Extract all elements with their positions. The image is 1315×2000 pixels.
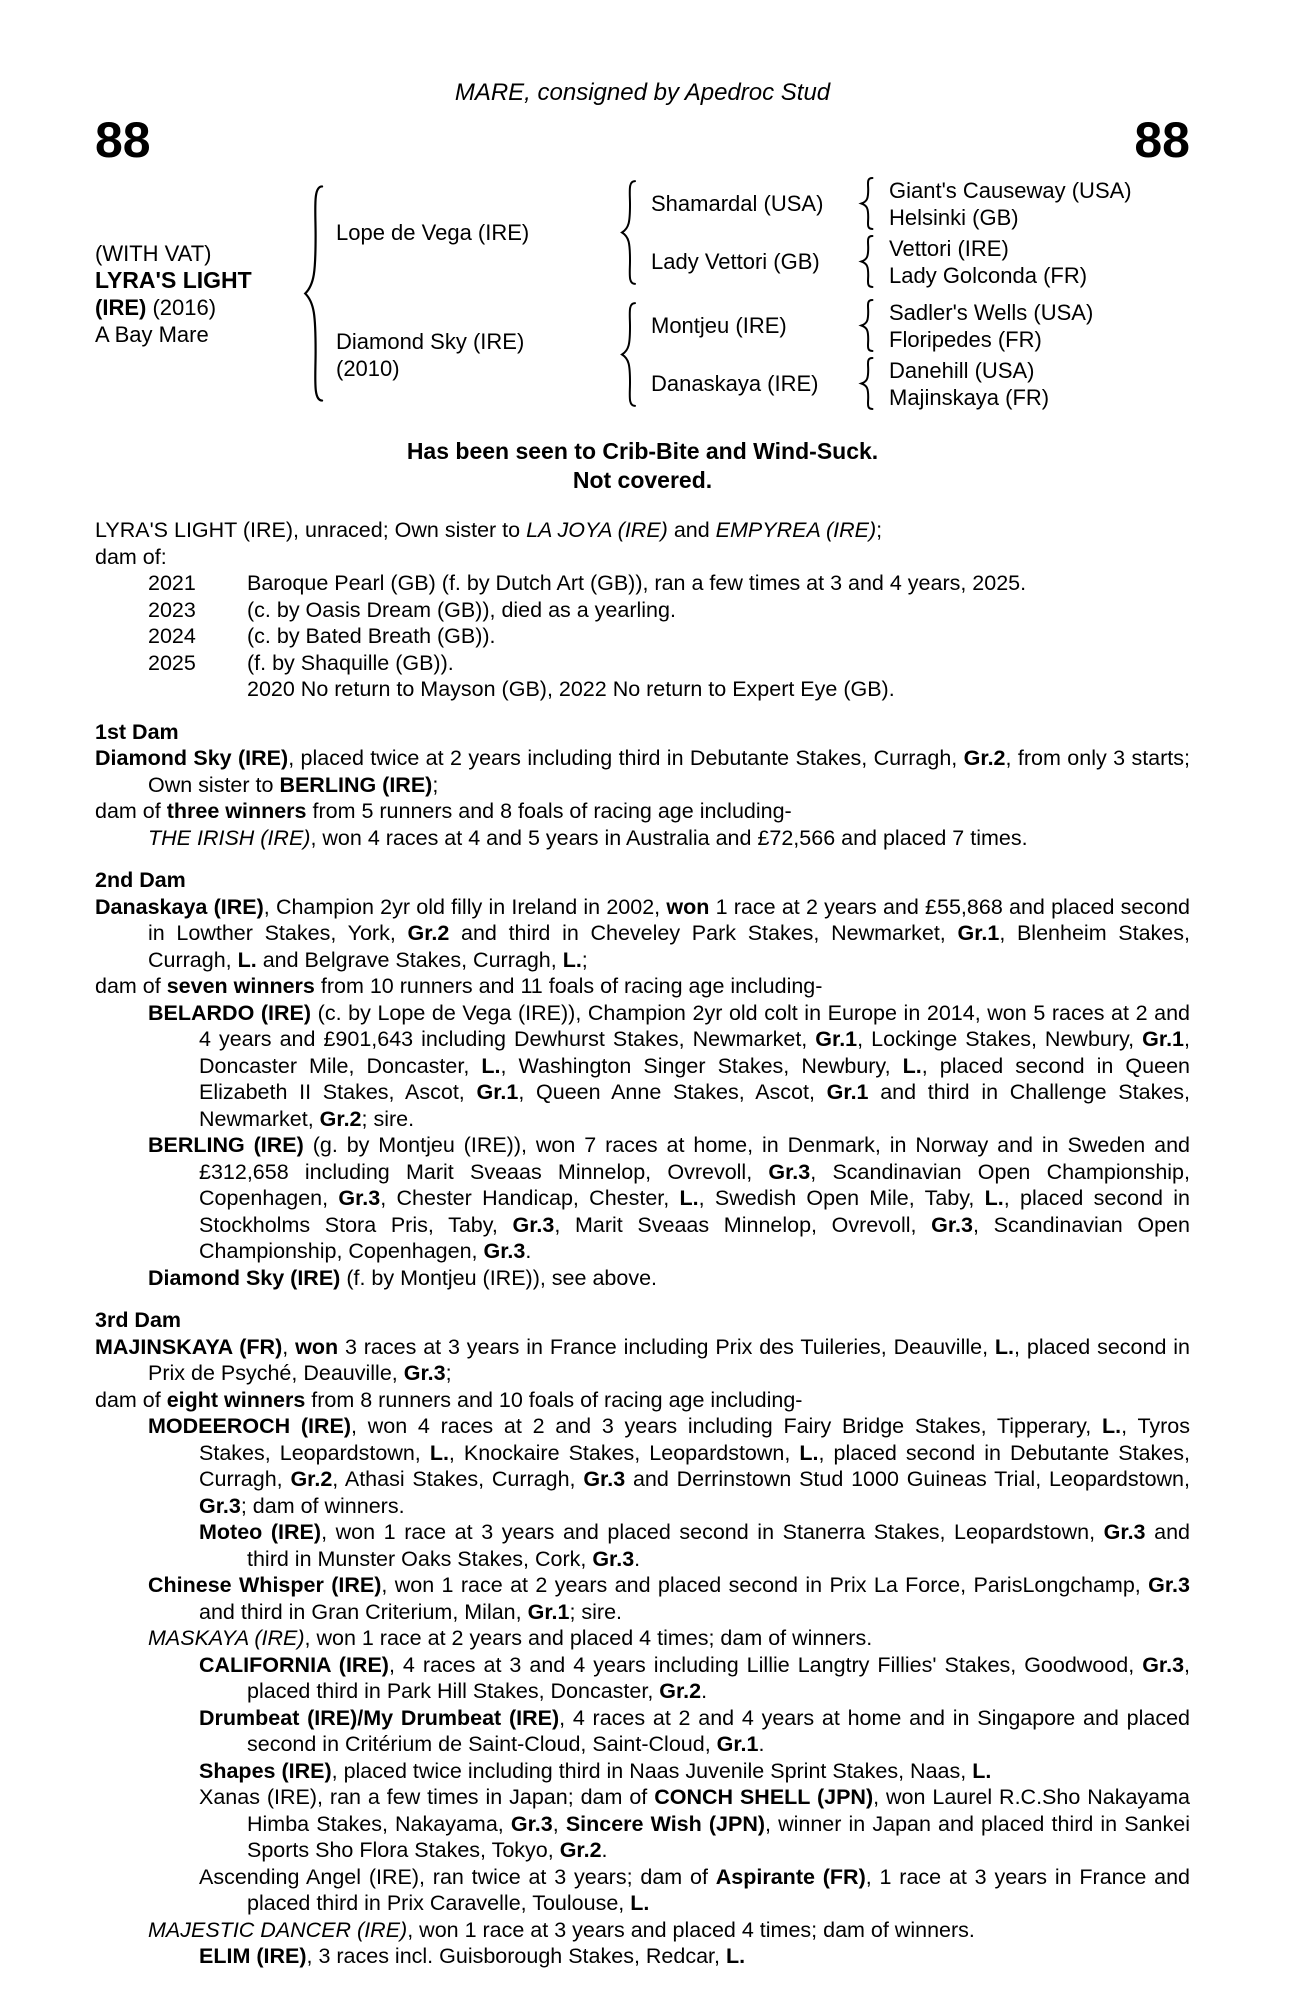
subject-description: A Bay Mare bbox=[95, 321, 209, 347]
text-segment: L. bbox=[630, 1891, 650, 1915]
sire-dam-name: Lady Vettori (GB) bbox=[651, 248, 820, 274]
condition-note-line: Has been seen to Crib-Bite and Wind-Suck. bbox=[406, 438, 879, 464]
text-segment: Gr.3 bbox=[510, 1811, 553, 1836]
text-segment: Gr.3 bbox=[1142, 1652, 1185, 1677]
text-segment: , won 1 race at 3 years and placed 4 times; dam of winners. bbox=[407, 1917, 975, 1942]
text-segment: 1 race at 2 years and £55,868 and placed second in Lowther Stakes, York, bbox=[148, 894, 1191, 945]
ancestor-name: Floripedes (FR) bbox=[889, 326, 1042, 352]
dam-dam-parents bbox=[875, 357, 1190, 411]
dam-year: (2010) bbox=[336, 355, 400, 381]
pedigree-paragraph bbox=[95, 1000, 1190, 1133]
text-segment: . bbox=[525, 1239, 532, 1263]
text-segment: Gr.1 bbox=[1142, 1027, 1185, 1051]
text-segment: and third in Challenge Stakes, Newmarket, bbox=[199, 1080, 1190, 1131]
text-segment: and bbox=[667, 518, 716, 542]
pedigree-paragraph bbox=[95, 544, 1190, 571]
text-segment: , Scandinavian Open Championship, Copenhagen, bbox=[199, 1212, 1190, 1263]
text-segment: , won 1 race at 2 years and placed second in Prix La Force, ParisLongchamp, bbox=[381, 1573, 1149, 1597]
pedigree-paragraph bbox=[95, 894, 1190, 974]
dam-sire-parents bbox=[875, 299, 1190, 353]
pedigree-paragraph bbox=[95, 745, 1190, 798]
text-segment: Gr.1 bbox=[476, 1080, 519, 1104]
text-segment: L. bbox=[429, 1440, 449, 1465]
brace-icon bbox=[618, 176, 638, 289]
text-segment: , placed second in Stockholms Stora Pris, Taby, bbox=[199, 1186, 1191, 1237]
subject-suffix: (IRE) bbox=[95, 294, 147, 320]
brace-icon bbox=[858, 234, 875, 289]
text-segment: dam of bbox=[95, 799, 167, 823]
text-segment: . bbox=[634, 1546, 641, 1571]
dam-parents bbox=[638, 298, 1190, 411]
text-segment: Aspirante (FR) bbox=[715, 1864, 866, 1889]
brace-icon bbox=[300, 176, 326, 411]
text-segment: 2020 No return to Mayson (GB), 2022 No return to Expert Eye (GB). bbox=[247, 677, 895, 701]
text-segment: Gr.3 bbox=[768, 1159, 811, 1184]
text-segment: , 3 races incl. Guisborough Stakes, Redcar, bbox=[306, 1944, 726, 1968]
text-segment: , won 4 races at 2 and 3 years including Fairy Bridge Stakes, Tipperary, bbox=[351, 1414, 1103, 1438]
text-segment: Gr.2 bbox=[559, 1838, 602, 1862]
text-segment: from 10 runners and 11 foals of racing age including- bbox=[314, 974, 823, 998]
sire-parents bbox=[638, 176, 1190, 289]
condition-note-line: Not covered. bbox=[572, 467, 713, 493]
text-segment: seven winners bbox=[166, 974, 315, 998]
text-segment: L. bbox=[972, 1758, 992, 1783]
text-segment: from 5 runners and 8 foals of racing age including- bbox=[306, 799, 792, 823]
text-segment: Xanas (IRE), ran a few times in Japan; dam of bbox=[199, 1785, 655, 1809]
ancestor-name: Vettori (IRE) bbox=[889, 235, 1009, 261]
text-segment: and third in Cheveley Park Stakes, Newmarket, bbox=[449, 921, 958, 945]
text-segment: CONCH SHELL (JPN) bbox=[654, 1785, 874, 1809]
text-segment: , won 1 race at 2 years and placed 4 times; dam of winners. bbox=[304, 1626, 873, 1650]
text-segment: ; bbox=[432, 772, 439, 797]
text-segment: , placed twice at 2 years including third in Debutante Stakes, Curragh, bbox=[288, 746, 964, 770]
text-segment: . bbox=[601, 1838, 608, 1862]
text-segment: Ascending Angel (IRE), ran twice at 3 years; dam of bbox=[199, 1864, 716, 1889]
section-heading: 3rd Dam bbox=[95, 1308, 182, 1332]
text-segment: THE IRISH (IRE) bbox=[148, 825, 311, 850]
pedigree-paragraph bbox=[95, 1943, 1190, 1970]
text-segment: Gr.2 bbox=[407, 921, 450, 945]
text-segment: CALIFORNIA (IRE) bbox=[199, 1652, 389, 1677]
text-segment: BERLING (IRE) bbox=[148, 1133, 304, 1157]
text-segment: won bbox=[295, 1334, 339, 1359]
text-segment: BELARDO (IRE) bbox=[148, 1000, 312, 1025]
text-segment: L. bbox=[1102, 1414, 1122, 1438]
text-segment: , Swedish Open Mile, Taby, bbox=[698, 1186, 985, 1210]
text-segment: , placed second in Queen Elizabeth II Stakes, Ascot, bbox=[199, 1053, 1190, 1104]
pedigree-paragraph bbox=[95, 1864, 1190, 1917]
produce-text bbox=[247, 570, 1026, 597]
page-title: MARE, consigned by Apedroc Stud bbox=[454, 79, 831, 106]
text-segment: ; dam of winners. bbox=[240, 1493, 405, 1518]
text-segment: Moteo (IRE) bbox=[199, 1520, 322, 1544]
text-segment: , placed third in Park Hill Stakes, Doncaster, bbox=[247, 1652, 1191, 1703]
produce-row bbox=[95, 623, 1190, 650]
dam-branch bbox=[326, 298, 1190, 411]
ancestor-name: Sadler's Wells (USA) bbox=[889, 299, 1094, 325]
pedigree-paragraph bbox=[95, 973, 1190, 1000]
vat-note: (WITH VAT) bbox=[95, 240, 212, 266]
text-segment: , Marit Sveaas Minnelop, Ovrevoll, bbox=[554, 1212, 932, 1237]
dam-dam-name: Danaskaya (IRE) bbox=[651, 370, 819, 396]
text-segment: (c. by Bated Breath (GB)). bbox=[247, 624, 496, 648]
produce-year: 2023 bbox=[148, 597, 196, 622]
text-segment: L. bbox=[679, 1186, 699, 1210]
text-segment: Gr.1 bbox=[815, 1027, 858, 1051]
text-segment: L. bbox=[237, 947, 257, 972]
section-heading: 1st Dam bbox=[95, 719, 179, 744]
dam-name-cell bbox=[326, 328, 618, 382]
sire-name: Lope de Vega (IRE) bbox=[336, 220, 530, 245]
text-segment: , bbox=[552, 1811, 566, 1836]
sire-sire-name: Shamardal (USA) bbox=[651, 190, 824, 216]
text-segment: and third in Munster Oaks Stakes, Cork, bbox=[247, 1520, 1190, 1571]
text-segment: MASKAYA (IRE) bbox=[148, 1626, 305, 1650]
text-segment: Gr.1 bbox=[826, 1080, 869, 1104]
text-segment: , placed second in Prix de Psyché, Deauville, bbox=[148, 1334, 1191, 1385]
text-segment: , 4 races at 3 and 4 years including Lillie Langtry Fillies' Stakes, Goodwood, bbox=[388, 1652, 1143, 1677]
text-segment: , Doncaster Mile, Doncaster, bbox=[199, 1027, 1190, 1078]
text-segment: L. bbox=[799, 1440, 819, 1465]
pedigree-subject bbox=[95, 240, 300, 348]
produce-row bbox=[95, 650, 1190, 677]
produce-year bbox=[148, 676, 247, 703]
text-segment: , Scandinavian Open Championship, Copenhagen, bbox=[199, 1159, 1190, 1210]
text-segment: Sincere Wish (JPN) bbox=[565, 1811, 766, 1836]
text-segment: , Athasi Stakes, Curragh, bbox=[332, 1467, 584, 1491]
pedigree-paragraph bbox=[95, 1265, 1190, 1292]
text-segment: . bbox=[758, 1732, 765, 1756]
produce-row bbox=[95, 676, 1190, 703]
text-segment: and third in Gran Criterium, Milan, bbox=[199, 1599, 528, 1624]
text-segment: , Tyros Stakes, Leopardstown, bbox=[199, 1414, 1191, 1465]
ancestor-name: Lady Golconda (FR) bbox=[889, 262, 1088, 288]
text-segment: BERLING (IRE) bbox=[279, 772, 433, 797]
text-segment: Diamond Sky (IRE) bbox=[95, 746, 289, 770]
text-segment: MAJESTIC DANCER (IRE) bbox=[148, 1917, 408, 1942]
text-segment: , Queen Anne Stakes, Ascot, bbox=[518, 1080, 827, 1104]
ancestor-name: Giant's Causeway (USA) bbox=[889, 177, 1132, 203]
text-segment: , won Laurel R.C.Sho Nakayama Himba Stakes, Nakayama, bbox=[247, 1785, 1190, 1836]
subject-suffix-year bbox=[95, 294, 300, 321]
text-segment: L. bbox=[984, 1186, 1004, 1210]
sire-sire-branch bbox=[638, 176, 1190, 231]
pedigree-paragraph bbox=[95, 1572, 1190, 1625]
text-segment: ELIM (IRE) bbox=[199, 1944, 307, 1968]
produce-year: 2021 bbox=[148, 571, 196, 595]
sire-sire-parents bbox=[875, 177, 1190, 231]
text-segment: ; sire. bbox=[361, 1106, 415, 1131]
pedigree-paragraph bbox=[95, 798, 1190, 825]
text-segment: and Derrinstown Stud 1000 Guineas Trial, Leopardstown, bbox=[625, 1467, 1190, 1491]
text-segment: dam of bbox=[95, 1387, 167, 1412]
lot-number-left: 88 bbox=[95, 112, 151, 168]
pedigree-paragraph bbox=[95, 1758, 1190, 1785]
pedigree-paragraph bbox=[95, 1132, 1190, 1265]
lot-number-right: 88 bbox=[1134, 112, 1190, 168]
text-segment: Gr.1 bbox=[716, 1732, 759, 1756]
text-segment: , placed second in Debutante Stakes, Curragh, bbox=[199, 1440, 1190, 1491]
brace-icon bbox=[858, 298, 875, 353]
pedigree-paragraph bbox=[95, 1652, 1190, 1705]
text-segment: (f. by Shaquille (GB)). bbox=[247, 650, 454, 675]
text-segment: (g. by Montjeu (IRE)), won 7 races at home, in Denmark, in Norway and in Sweden and £312,658 including Marit Sveaas Minnelop, Ovrevoll, bbox=[199, 1133, 1190, 1184]
section-heading: 2nd Dam bbox=[95, 868, 186, 892]
produce-text bbox=[247, 676, 895, 703]
text-segment: Gr.3 bbox=[483, 1239, 526, 1263]
text-segment: Gr.2 bbox=[319, 1106, 362, 1131]
text-segment: , 4 races at 2 and 4 years at home and in Singapore and placed second in Critérium de Saint-Cloud, Saint-Cloud, bbox=[247, 1705, 1190, 1756]
text-segment: Gr.2 bbox=[963, 746, 1006, 770]
text-segment: L. bbox=[481, 1053, 501, 1078]
text-segment: Gr.3 bbox=[592, 1546, 635, 1571]
text-segment: (c. by Lope de Vega (IRE)), Champion 2yr old colt in Europe in 2014, won 5 races at 2 and 4 years and £901,643 including Dewhurst Stakes, Newmarket, bbox=[199, 1000, 1190, 1051]
text-segment: won bbox=[666, 894, 710, 919]
produce-text bbox=[247, 597, 676, 624]
produce-year: 2024 bbox=[148, 624, 196, 648]
produce-text bbox=[247, 650, 454, 677]
produce-text bbox=[247, 623, 496, 650]
text-segment: MAJINSKAYA (FR) bbox=[95, 1334, 283, 1359]
text-segment: . bbox=[701, 1679, 708, 1703]
ancestor-name: Helsinki (GB) bbox=[889, 204, 1019, 230]
lot-number-row bbox=[95, 112, 1190, 168]
text-segment: L. bbox=[562, 947, 582, 972]
text-segment: LYRA'S LIGHT (IRE), unraced; Own sister to bbox=[95, 518, 527, 542]
text-segment: , Blenheim Stakes, Curragh, bbox=[148, 921, 1190, 972]
text-segment: , winner in Japan and placed third in Sankei Sports Sho Flora Stakes, Tokyo, bbox=[247, 1811, 1190, 1862]
condition-notes bbox=[95, 437, 1190, 495]
brace-icon bbox=[858, 176, 875, 231]
text-segment: L. bbox=[902, 1053, 922, 1078]
text-segment: Gr.1 bbox=[527, 1599, 570, 1624]
text-segment: L. bbox=[994, 1334, 1015, 1359]
produce-year: 2025 bbox=[148, 650, 196, 675]
text-segment: ; sire. bbox=[569, 1599, 623, 1624]
pedigree-paragraph bbox=[95, 517, 1190, 544]
pedigree-paragraph bbox=[95, 825, 1190, 852]
text-segment: and Belgrave Stakes, Curragh, bbox=[256, 947, 563, 972]
text-segment: , won 1 race at 3 years and placed second in Stanerra Stakes, Leopardstown, bbox=[321, 1520, 1104, 1544]
text-segment: Gr.1 bbox=[957, 921, 1000, 945]
text-segment: Gr.3 bbox=[199, 1493, 241, 1518]
subject-year: (2016) bbox=[152, 294, 217, 320]
text-segment: dam of: bbox=[95, 544, 167, 569]
ancestor-name: Majinskaya (FR) bbox=[889, 384, 1050, 410]
text-segment: Baroque Pearl (GB) (f. by Dutch Art (GB)), ran a few times at 3 and 4 years, 2025. bbox=[247, 571, 1027, 595]
text-segment: EMPYREA (IRE) bbox=[715, 518, 877, 542]
produce-row bbox=[95, 570, 1190, 597]
text-segment: (f. by Montjeu (IRE)), see above. bbox=[340, 1265, 657, 1290]
pedigree-paragraph bbox=[95, 1387, 1190, 1414]
body bbox=[95, 517, 1190, 1970]
text-segment: Diamond Sky (IRE) bbox=[148, 1265, 341, 1290]
text-segment: LA JOYA (IRE) bbox=[526, 518, 668, 542]
text-segment: L. bbox=[725, 1944, 746, 1968]
dam-sire-branch bbox=[638, 298, 1190, 353]
text-segment: , bbox=[282, 1334, 296, 1359]
text-segment: Gr.3 bbox=[512, 1212, 555, 1237]
brace-icon bbox=[618, 298, 638, 411]
text-segment: , placed twice including third in Naas Juvenile Sprint Stakes, Naas, bbox=[331, 1758, 973, 1783]
text-segment: , Chester Handicap, Chester, bbox=[380, 1186, 680, 1210]
dam-sire-name: Montjeu (IRE) bbox=[651, 312, 787, 338]
pedigree-paragraph bbox=[95, 1917, 1190, 1944]
pedigree-paragraph bbox=[95, 1519, 1190, 1572]
ancestor-name: Danehill (USA) bbox=[889, 357, 1035, 383]
text-segment: Danaskaya (IRE) bbox=[95, 894, 264, 919]
sire-dam-branch bbox=[638, 234, 1190, 289]
text-segment: Chinese Whisper (IRE) bbox=[148, 1573, 382, 1597]
text-segment: MODEEROCH (IRE) bbox=[148, 1414, 352, 1438]
text-segment: 3 races at 3 years in France including Prix des Tuileries, Deauville, bbox=[338, 1334, 995, 1359]
text-segment: ; bbox=[581, 947, 588, 972]
text-segment: (c. by Oasis Dream (GB)), died as a yearling. bbox=[247, 597, 676, 622]
text-segment: ; bbox=[445, 1361, 452, 1385]
text-segment: Gr.3 bbox=[931, 1212, 973, 1237]
text-segment: Gr.2 bbox=[290, 1467, 333, 1491]
text-segment: Gr.3 bbox=[1103, 1520, 1146, 1544]
pedigree-paragraph bbox=[95, 1334, 1190, 1387]
sire-dam-parents bbox=[875, 235, 1190, 289]
text-segment: Gr.3 bbox=[403, 1361, 446, 1385]
text-segment: , Knockaire Stakes, Leopardstown, bbox=[448, 1440, 800, 1465]
sire-branch bbox=[326, 176, 1190, 289]
text-segment: , Lockinge Stakes, Newbury, bbox=[857, 1027, 1143, 1051]
text-segment: Gr.2 bbox=[659, 1679, 702, 1703]
text-segment: , won 4 races at 4 and 5 years in Australia and £72,566 and placed 7 times. bbox=[310, 825, 1028, 850]
text-segment: Gr.3 bbox=[1148, 1573, 1190, 1597]
pedigree-paragraph bbox=[95, 1705, 1190, 1758]
pedigree-paragraph bbox=[95, 1784, 1190, 1864]
text-segment: eight winners bbox=[166, 1387, 306, 1412]
sire-name-cell bbox=[326, 219, 618, 246]
text-segment: from 8 runners and 10 foals of racing age including- bbox=[305, 1387, 803, 1412]
text-segment: Gr.3 bbox=[338, 1186, 381, 1210]
text-segment: , from only 3 starts; Own sister to bbox=[148, 746, 1190, 797]
pedigree-table bbox=[95, 176, 1190, 411]
produce-row bbox=[95, 597, 1190, 624]
pedigree-paragraph bbox=[95, 1625, 1190, 1652]
text-segment: Gr.3 bbox=[583, 1467, 626, 1491]
text-segment: Drumbeat (IRE)/My Drumbeat (IRE) bbox=[199, 1705, 560, 1730]
text-segment: , Champion 2yr old filly in Ireland in 2002, bbox=[263, 894, 667, 919]
pedigree-generation-2 bbox=[326, 176, 1190, 411]
text-segment: , Washington Singer Stakes, Newbury, bbox=[500, 1053, 903, 1078]
text-segment: dam of bbox=[95, 974, 167, 998]
dam-name: Diamond Sky (IRE) bbox=[336, 328, 525, 354]
brace-icon bbox=[858, 356, 875, 411]
subject-name: LYRA'S LIGHT bbox=[95, 266, 252, 293]
text-segment: , 1 race at 3 years in France and placed third in Prix Caravelle, Toulouse, bbox=[247, 1864, 1191, 1915]
text-segment: Shapes (IRE) bbox=[199, 1758, 332, 1783]
pedigree-paragraph bbox=[95, 1413, 1190, 1519]
dam-dam-branch bbox=[638, 356, 1190, 411]
text-segment: three winners bbox=[166, 799, 307, 823]
text-segment: ; bbox=[876, 518, 883, 542]
